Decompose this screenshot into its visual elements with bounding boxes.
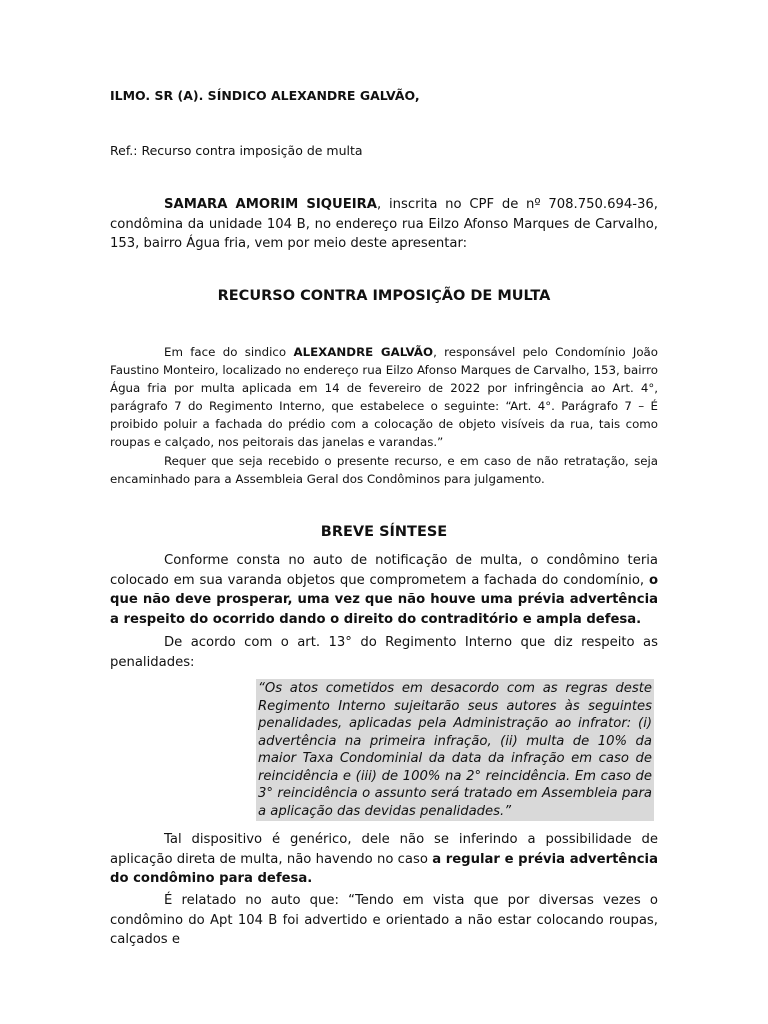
- generic-text: Tal dispositivo é genérico, dele não se inferindo a possibilidade de aplicação direta de multa, não havendo no caso: [110, 832, 658, 867]
- request-paragraph: Requer que seja recebido o presente recurso, e em caso de não retratação, seja encaminhado para a Assembleia Geral dos Condôminos para julgamento.: [110, 454, 658, 486]
- generic-bold-text: a regular e prévia advertência do condômino para defesa.: [110, 851, 658, 886]
- intro-paragraph: [110, 195, 658, 254]
- facts-text-start: Em face do sindico: [164, 345, 294, 359]
- document-title: RECURSO CONTRA IMPOSIÇÃO DE MULTA: [217, 288, 551, 304]
- article-intro-paragraph: De acordo com o art. 13° do Regimento Interno que diz respeito as penalidades:: [110, 635, 658, 670]
- reference-line: Ref.: Recurso contra imposição de multa: [110, 143, 363, 158]
- summary-bold-text: o que não deve prosperar, uma vez que não houve uma prévia advertência a respeito do ocorrido dando o direito do contraditório e ampla defesa.: [110, 572, 658, 627]
- facts-text-rest: , responsável pelo Condomínio João Faustino Monteiro, localizado no endereço rua Eilzo Afonso Marques de Carvalho, 153, bairro Água fria por multa aplicada em 14 de fevereiro de 2022 por infringência ao Art. 4°, parágrafo 7 do Regimento Interno, que estabelece o seguinte: “Art. 4°. Parágrafo 7 – É proibido poluir a fachada do prédio com a colocação de objeto visíveis da rua, tais como roupas e calçado, nos peitorais das janelas e varandas.”: [110, 345, 658, 449]
- regulation-quote: “Os atos cometidos em desacordo com as regras deste Regimento Interno sujeitarão seus autores às seguintes penalidades, aplicadas pela Administração ao infrator: (i) advertência na primeira infração, (ii) multa de 10% da maior Taxa Condominial da data da infração em caso de reincidência e (iii) de 100% na 2° reincidência. Em caso de 3° reincidência o assunto será tratado em Assembleia para a aplicação das devidas penalidades.”: [256, 679, 654, 821]
- facts-paragraph: [110, 343, 658, 451]
- syndic-name: ALEXANDRE GALVÃO: [293, 345, 434, 359]
- intro-text: , inscrita no CPF de nº 708.750.694-36, condômina da unidade 104 B, no endereço rua Eilzo Afonso Marques de Carvalho, 153, bairro Água fria, vem por meio deste apresentar:: [110, 197, 659, 251]
- summary-text: Conforme consta no auto de notificação de multa, o condômino teria colocado em sua varanda objetos que comprometem a fachada do condomínio,: [110, 553, 658, 588]
- petitioner-name: SAMARA AMORIM SIQUEIRA: [164, 197, 378, 212]
- section-title: BREVE SÍNTESE: [320, 524, 448, 540]
- summary-paragraph: [110, 551, 658, 629]
- report-paragraph: É relatado no auto que: “Tendo em vista que por diversas vezes o condômino do Apt 104 B foi advertido e orientado a não estar colocando roupas, calçados e: [110, 893, 658, 947]
- addressee-line: ILMO. SR (A). SÍNDICO ALEXANDRE GALVÃO,: [110, 88, 420, 103]
- generic-paragraph: [110, 830, 658, 889]
